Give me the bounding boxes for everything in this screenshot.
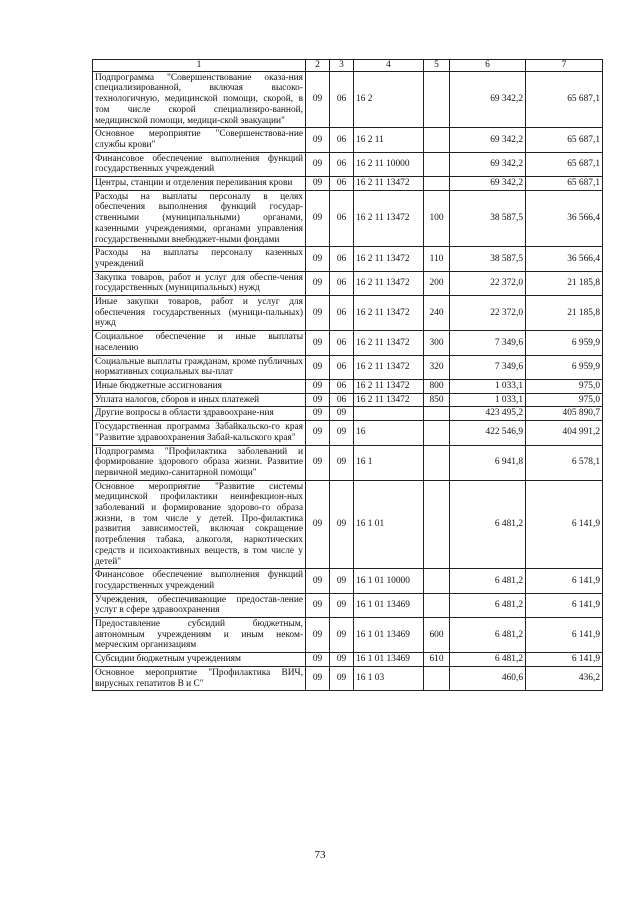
row-expense-type bbox=[424, 593, 450, 617]
row-amount-year-2: 65 687,1 bbox=[526, 177, 603, 191]
row-name: Закупка товаров, работ и услуг для обеспе-чения государственных (муниципальных) нужд bbox=[93, 271, 306, 295]
row-section: 09 bbox=[306, 128, 330, 152]
header-col-2: 2 bbox=[306, 60, 330, 72]
row-name: Основное мероприятие "Профилактика ВИЧ, вирусных гепатитов В и С" bbox=[93, 666, 306, 690]
row-expense-type bbox=[424, 152, 450, 176]
row-name: Социальное обеспечение и иные выплаты населению bbox=[93, 331, 306, 355]
row-name: Субсидии бюджетным учреждениям bbox=[93, 653, 306, 667]
row-expense-type bbox=[424, 666, 450, 690]
row-expense-type bbox=[424, 569, 450, 593]
header-col-6: 6 bbox=[450, 60, 526, 72]
table-row bbox=[93, 152, 603, 176]
row-amount-year-1: 38 587,5 bbox=[450, 247, 526, 271]
row-amount-year-2: 6 141,9 bbox=[526, 653, 603, 667]
row-amount-year-2: 6 959,9 bbox=[526, 331, 603, 355]
row-amount-year-2: 975,0 bbox=[526, 393, 603, 407]
row-section: 09 bbox=[306, 71, 330, 128]
row-amount-year-2: 65 687,1 bbox=[526, 128, 603, 152]
row-subsection: 06 bbox=[330, 331, 354, 355]
table-row bbox=[93, 355, 603, 379]
row-amount-year-1: 69 342,2 bbox=[450, 71, 526, 128]
row-name: Подпрограмма "Профилактика заболеваний и формирование здорового образа жизни. Развитие первичной медико-санитарной помощи" bbox=[93, 445, 306, 480]
row-amount-year-2: 436,2 bbox=[526, 666, 603, 690]
row-amount-year-2: 65 687,1 bbox=[526, 71, 603, 128]
row-subsection: 09 bbox=[330, 618, 354, 653]
row-target-article: 16 2 11 13472 bbox=[354, 393, 424, 407]
table-row bbox=[93, 480, 603, 569]
row-target-article: 16 2 11 13472 bbox=[354, 355, 424, 379]
row-subsection: 06 bbox=[330, 379, 354, 393]
row-subsection: 09 bbox=[330, 480, 354, 569]
header-col-3: 3 bbox=[330, 60, 354, 72]
row-name: Предоставление субсидий бюджетным, автономным учреждениям и иным неком-мерческим организациям bbox=[93, 618, 306, 653]
row-amount-year-1: 6 481,2 bbox=[450, 593, 526, 617]
header-col-5: 5 bbox=[424, 60, 450, 72]
row-expense-type bbox=[424, 421, 450, 445]
row-amount-year-1: 1 033,1 bbox=[450, 379, 526, 393]
row-name: Расходы на выплаты персоналу в целях обеспечения выполнения функций государ-ственными (муниципальными) органами, казенными учреждениями, органами управления государственными внебюджет-ными фондами bbox=[93, 190, 306, 247]
row-name: Подпрограмма "Совершенствование оказа-ния специализированной, включая высоко-технологичную, медицинской помощи, скорой, в том числе скорой специализиро-ванной, медицинской помощи, медици-ской эвакуации" bbox=[93, 71, 306, 128]
row-section: 09 bbox=[306, 355, 330, 379]
row-amount-year-1: 7 349,6 bbox=[450, 331, 526, 355]
row-subsection: 09 bbox=[330, 445, 354, 480]
row-name: Уплата налогов, сборов и иных платежей bbox=[93, 393, 306, 407]
row-section: 09 bbox=[306, 296, 330, 331]
header-row bbox=[93, 60, 603, 72]
row-amount-year-1: 6 481,2 bbox=[450, 653, 526, 667]
row-name: Основное мероприятие "Развитие системы медицинской профилактики неинфекцион-ных заболеваний и формирование здорово-го образа жизни, в том числе у детей. Про-филактика развития зависимостей, включая сокращение потребления табака, алкоголя, наркотических средств и психоактивных веществ, в том числе у детей" bbox=[93, 480, 306, 569]
row-subsection: 09 bbox=[330, 593, 354, 617]
row-subsection: 06 bbox=[330, 177, 354, 191]
row-target-article bbox=[354, 407, 424, 421]
table-row bbox=[93, 445, 603, 480]
table-row bbox=[93, 407, 603, 421]
row-target-article: 16 2 bbox=[354, 71, 424, 128]
table-row bbox=[93, 593, 603, 617]
row-expense-type bbox=[424, 177, 450, 191]
table-row bbox=[93, 271, 603, 295]
row-name: Другие вопросы в области здравоохране-ния bbox=[93, 407, 306, 421]
row-section: 09 bbox=[306, 618, 330, 653]
row-expense-type: 300 bbox=[424, 331, 450, 355]
row-subsection: 09 bbox=[330, 407, 354, 421]
row-name: Социальные выплаты гражданам, кроме публичных нормативных социальных вы-плат bbox=[93, 355, 306, 379]
header-col-1: 1 bbox=[93, 60, 306, 72]
row-target-article: 16 1 01 13469 bbox=[354, 593, 424, 617]
row-target-article: 16 1 01 13469 bbox=[354, 653, 424, 667]
row-amount-year-2: 36 566,4 bbox=[526, 247, 603, 271]
row-subsection: 09 bbox=[330, 666, 354, 690]
row-amount-year-1: 1 033,1 bbox=[450, 393, 526, 407]
budget-table bbox=[92, 59, 603, 691]
row-subsection: 06 bbox=[330, 296, 354, 331]
row-section: 09 bbox=[306, 653, 330, 667]
row-subsection: 06 bbox=[330, 190, 354, 247]
row-subsection: 06 bbox=[330, 152, 354, 176]
row-amount-year-1: 6 481,2 bbox=[450, 569, 526, 593]
row-amount-year-2: 21 185,8 bbox=[526, 296, 603, 331]
row-expense-type: 100 bbox=[424, 190, 450, 247]
row-expense-type bbox=[424, 128, 450, 152]
row-amount-year-2: 404 991,2 bbox=[526, 421, 603, 445]
row-target-article: 16 2 11 13472 bbox=[354, 379, 424, 393]
row-name: Иные закупки товаров, работ и услуг для обеспечения государственных (муници-пальных) нужд bbox=[93, 296, 306, 331]
table-row bbox=[93, 393, 603, 407]
row-amount-year-2: 6 141,9 bbox=[526, 569, 603, 593]
row-amount-year-2: 975,0 bbox=[526, 379, 603, 393]
row-amount-year-2: 6 578,1 bbox=[526, 445, 603, 480]
row-section: 09 bbox=[306, 247, 330, 271]
row-amount-year-1: 460,6 bbox=[450, 666, 526, 690]
row-amount-year-2: 65 687,1 bbox=[526, 152, 603, 176]
row-section: 09 bbox=[306, 177, 330, 191]
row-amount-year-1: 69 342,2 bbox=[450, 177, 526, 191]
row-amount-year-2: 6 959,9 bbox=[526, 355, 603, 379]
table-row bbox=[93, 247, 603, 271]
page-number: 73 bbox=[314, 849, 326, 861]
row-name: Основное мероприятие "Совершенствова-ние службы крови" bbox=[93, 128, 306, 152]
row-amount-year-2: 6 141,9 bbox=[526, 593, 603, 617]
header-col-4: 4 bbox=[354, 60, 424, 72]
row-expense-type: 600 bbox=[424, 618, 450, 653]
row-amount-year-1: 6 481,2 bbox=[450, 480, 526, 569]
row-expense-type bbox=[424, 445, 450, 480]
row-expense-type: 320 bbox=[424, 355, 450, 379]
row-section: 09 bbox=[306, 666, 330, 690]
table-row bbox=[93, 421, 603, 445]
row-amount-year-1: 22 372,0 bbox=[450, 296, 526, 331]
row-name: Финансовое обеспечение выполнения функций государственных учреждений bbox=[93, 569, 306, 593]
row-expense-type: 200 bbox=[424, 271, 450, 295]
row-target-article: 16 bbox=[354, 421, 424, 445]
row-section: 09 bbox=[306, 407, 330, 421]
row-name: Иные бюджетные ассигнования bbox=[93, 379, 306, 393]
row-target-article: 16 2 11 13472 bbox=[354, 296, 424, 331]
row-subsection: 06 bbox=[330, 271, 354, 295]
row-section: 09 bbox=[306, 593, 330, 617]
table-row bbox=[93, 296, 603, 331]
row-amount-year-2: 405 890,7 bbox=[526, 407, 603, 421]
row-section: 09 bbox=[306, 569, 330, 593]
row-amount-year-1: 422 546,9 bbox=[450, 421, 526, 445]
row-name: Учреждения, обеспечивающие предостав-ление услуг в сфере здравоохранения bbox=[93, 593, 306, 617]
row-target-article: 16 1 01 bbox=[354, 480, 424, 569]
table-row bbox=[93, 190, 603, 247]
row-amount-year-1: 69 342,2 bbox=[450, 128, 526, 152]
row-section: 09 bbox=[306, 421, 330, 445]
row-target-article: 16 2 11 bbox=[354, 128, 424, 152]
row-subsection: 06 bbox=[330, 128, 354, 152]
row-amount-year-1: 69 342,2 bbox=[450, 152, 526, 176]
row-section: 09 bbox=[306, 271, 330, 295]
row-amount-year-1: 38 587,5 bbox=[450, 190, 526, 247]
row-expense-type: 110 bbox=[424, 247, 450, 271]
row-amount-year-2: 21 185,8 bbox=[526, 271, 603, 295]
row-target-article: 16 2 11 13472 bbox=[354, 247, 424, 271]
row-name: Центры, станции и отделения переливания крови bbox=[93, 177, 306, 191]
row-amount-year-2: 6 141,9 bbox=[526, 480, 603, 569]
row-amount-year-1: 423 495,2 bbox=[450, 407, 526, 421]
header-col-7: 7 bbox=[526, 60, 603, 72]
row-subsection: 06 bbox=[330, 393, 354, 407]
table-row bbox=[93, 379, 603, 393]
table-row bbox=[93, 666, 603, 690]
row-section: 09 bbox=[306, 480, 330, 569]
row-target-article: 16 1 bbox=[354, 445, 424, 480]
row-subsection: 09 bbox=[330, 569, 354, 593]
row-name: Финансовое обеспечение выполнения функций государственных учреждений bbox=[93, 152, 306, 176]
row-expense-type: 610 bbox=[424, 653, 450, 667]
table-row bbox=[93, 128, 603, 152]
row-amount-year-1: 6 481,2 bbox=[450, 618, 526, 653]
row-target-article: 16 2 11 13472 bbox=[354, 177, 424, 191]
row-expense-type: 850 bbox=[424, 393, 450, 407]
row-subsection: 09 bbox=[330, 653, 354, 667]
row-target-article: 16 1 01 13469 bbox=[354, 618, 424, 653]
table-row bbox=[93, 177, 603, 191]
row-amount-year-1: 6 941,8 bbox=[450, 445, 526, 480]
row-target-article: 16 2 11 10000 bbox=[354, 152, 424, 176]
row-name: Государственная программа Забайкальско-го края "Развитие здравоохранения Забай-кальского края" bbox=[93, 421, 306, 445]
row-target-article: 16 2 11 13472 bbox=[354, 271, 424, 295]
row-target-article: 16 2 11 13472 bbox=[354, 190, 424, 247]
row-expense-type bbox=[424, 407, 450, 421]
row-target-article: 16 1 01 10000 bbox=[354, 569, 424, 593]
table-row bbox=[93, 618, 603, 653]
row-target-article: 16 1 03 bbox=[354, 666, 424, 690]
row-amount-year-1: 7 349,6 bbox=[450, 355, 526, 379]
row-name: Расходы на выплаты персоналу казенных учреждений bbox=[93, 247, 306, 271]
row-subsection: 09 bbox=[330, 421, 354, 445]
row-section: 09 bbox=[306, 331, 330, 355]
row-section: 09 bbox=[306, 190, 330, 247]
row-subsection: 06 bbox=[330, 247, 354, 271]
row-target-article: 16 2 11 13472 bbox=[354, 331, 424, 355]
table-row bbox=[93, 569, 603, 593]
row-amount-year-2: 36 566,4 bbox=[526, 190, 603, 247]
row-section: 09 bbox=[306, 379, 330, 393]
row-amount-year-1: 22 372,0 bbox=[450, 271, 526, 295]
row-section: 09 bbox=[306, 445, 330, 480]
row-expense-type bbox=[424, 480, 450, 569]
row-subsection: 06 bbox=[330, 355, 354, 379]
table-row bbox=[93, 331, 603, 355]
row-expense-type: 800 bbox=[424, 379, 450, 393]
table-row bbox=[93, 653, 603, 667]
row-expense-type: 240 bbox=[424, 296, 450, 331]
row-subsection: 06 bbox=[330, 71, 354, 128]
row-amount-year-2: 6 141,9 bbox=[526, 618, 603, 653]
row-section: 09 bbox=[306, 152, 330, 176]
table-row bbox=[93, 71, 603, 128]
row-expense-type bbox=[424, 71, 450, 128]
row-section: 09 bbox=[306, 393, 330, 407]
